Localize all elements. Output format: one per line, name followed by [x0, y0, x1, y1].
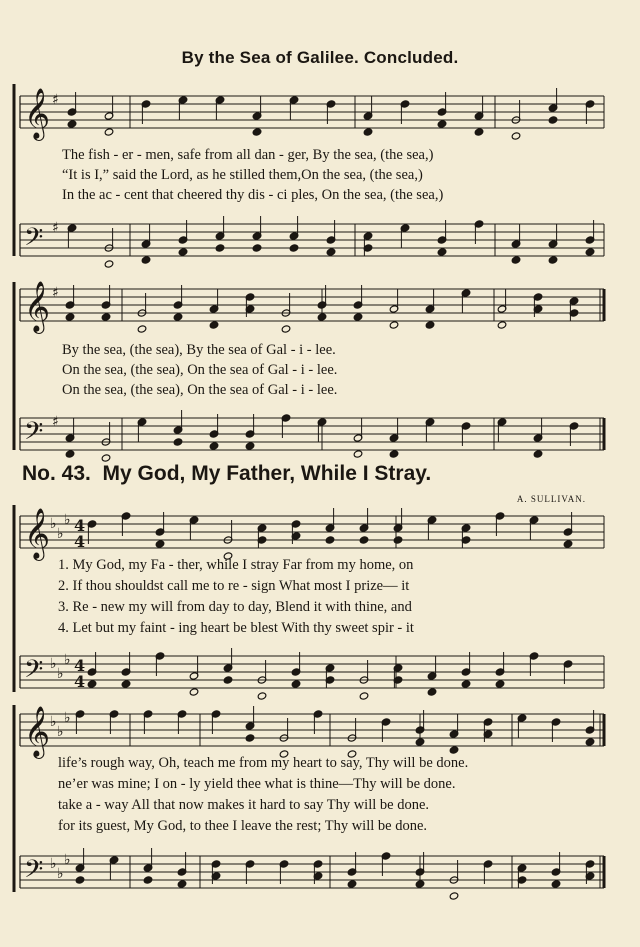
bass-clef-icon: 𝄢 [24, 417, 44, 452]
flat-icon: ♭ [50, 516, 57, 532]
note-head [449, 746, 459, 754]
note-head [325, 536, 335, 544]
note-head [363, 128, 373, 136]
treble-clef-icon: 𝄞 [24, 281, 51, 332]
note-head [173, 438, 183, 446]
note-head [289, 244, 299, 252]
note-head [415, 738, 425, 746]
hymn-verse-1b: life’s rough way, Oh, teach me from my heart to say, Thy will be done. [58, 755, 469, 771]
bass-clef-icon: 𝄢 [24, 655, 44, 690]
hymn-verse-2a: 2. If thou shouldst call me to re - sign What most I prize— it [58, 578, 410, 594]
hymn-verse-2b: ne’er was mine; I on - ly yield thee what is thine—Thy will be done. [58, 776, 456, 792]
lyric-line-1b: By the sea, (the sea), By the sea of Gal - i - lee. [62, 342, 336, 358]
hymn-verse-3a: 3. Re - new my will from day to day, Blend it with thine, and [58, 599, 412, 615]
note-head [223, 676, 233, 684]
note-head [461, 680, 471, 688]
note-head [173, 313, 183, 321]
note-head [141, 256, 151, 264]
note-head [317, 313, 327, 321]
note-head [245, 442, 255, 450]
bass-clef-icon: 𝄢 [24, 223, 44, 258]
flat-icon: ♭ [50, 714, 57, 730]
flat-icon: ♭ [64, 512, 71, 528]
treble-clef-icon: 𝄞 [24, 706, 51, 757]
note-head [104, 128, 114, 136]
flat-icon: ♭ [57, 724, 64, 740]
note-head [425, 321, 435, 329]
hymn-number: No. 43. [22, 462, 91, 485]
note-head [533, 450, 543, 458]
note-head [155, 540, 165, 548]
lyric-line-1a: The fish - er - men, safe from all dan - ger, By the sea, (the sea,) [62, 147, 434, 163]
note-head [347, 880, 357, 888]
flat-icon: ♭ [64, 710, 71, 726]
sharp-icon: ♯ [52, 414, 59, 430]
time-signature: 4 [74, 516, 86, 535]
note-head [104, 260, 114, 268]
note-head [437, 248, 447, 256]
note-head [427, 688, 437, 696]
note-head [209, 321, 219, 329]
note-head [585, 738, 595, 746]
note-head [101, 454, 111, 462]
note-head [215, 244, 225, 252]
flat-icon: ♭ [50, 856, 57, 872]
hymn-verse-4a: 4. Let but my faint - ing heart be blest With thy sweet spir - it [58, 620, 414, 636]
note-head [548, 116, 558, 124]
flat-icon: ♭ [57, 526, 64, 542]
note-head [585, 248, 595, 256]
note-head [87, 680, 97, 688]
note-head [257, 692, 267, 700]
note-head [252, 128, 262, 136]
note-head [511, 132, 521, 140]
section-title: By the Sea of Galilee. Concluded. [181, 48, 459, 67]
note-head [65, 450, 75, 458]
note-head [121, 680, 131, 688]
hymn-verse-1a: 1. My God, my Fa - ther, while I stray Far from my home, on [58, 557, 414, 573]
hymn-verse-3b: take a - way All that now makes it hard to say Thy will be done. [58, 797, 430, 813]
sharp-icon: ♯ [52, 92, 59, 108]
hymn-name: My God, My Father, While I Stray. [102, 462, 432, 485]
sharp-icon: ♯ [52, 285, 59, 301]
note-head [75, 876, 85, 884]
note-head [497, 321, 507, 329]
flat-icon: ♭ [57, 866, 64, 882]
hymn-title [22, 462, 431, 486]
bass-clef-icon: 𝄢 [24, 855, 44, 890]
note-head [101, 313, 111, 321]
note-head [359, 692, 369, 700]
hymn-verse-4b: for its guest, My God, to thee I leave the rest; Thy will be done. [58, 818, 427, 834]
note-head [67, 120, 77, 128]
treble-clef-icon: 𝄞 [24, 508, 51, 559]
note-head [353, 450, 363, 458]
flat-icon: ♭ [64, 852, 71, 868]
note-head [189, 688, 199, 696]
lyric-line-3a: In the ac - cent that cheered thy dis - ci ples, On the sea, (the sea,) [62, 187, 444, 203]
note-head [389, 321, 399, 329]
flat-icon: ♭ [64, 652, 71, 668]
lyric-line-2b: On the sea, (the sea), On the sea of Gal - i - lee. [62, 362, 338, 378]
note-head [449, 892, 459, 900]
note-head [437, 120, 447, 128]
note-head [281, 325, 291, 333]
time-signature: 4 [74, 672, 86, 691]
flat-icon: ♭ [50, 656, 57, 672]
note-head [177, 880, 187, 888]
note-head [353, 313, 363, 321]
treble-clef-icon: 𝄞 [24, 88, 51, 139]
note-head [245, 734, 255, 742]
note-head [415, 880, 425, 888]
note-head [326, 248, 336, 256]
time-signature: 4 [74, 656, 86, 675]
note-head [551, 880, 561, 888]
lyric-line-3b: On the sea, (the sea), On the sea of Gal - i - lee. [62, 382, 338, 398]
note-head [65, 313, 75, 321]
note-head [209, 442, 219, 450]
sharp-icon: ♯ [52, 220, 59, 236]
note-head [178, 248, 188, 256]
note-head [548, 256, 558, 264]
note-head [393, 536, 403, 544]
lyric-line-2a: “It is I,” said the Lord, as he stilled them,On the sea, (the sea,) [62, 167, 423, 183]
flat-icon: ♭ [57, 666, 64, 682]
note-head [252, 244, 262, 252]
note-head [389, 450, 399, 458]
note-head [474, 128, 484, 136]
note-head [495, 680, 505, 688]
note-head [563, 540, 573, 548]
note-head [143, 876, 153, 884]
note-head [291, 680, 301, 688]
note-head [137, 325, 147, 333]
composer: A. SULLIVAN. [516, 494, 586, 504]
note-head [359, 536, 369, 544]
time-signature: 4 [74, 532, 86, 551]
note-head [511, 256, 521, 264]
